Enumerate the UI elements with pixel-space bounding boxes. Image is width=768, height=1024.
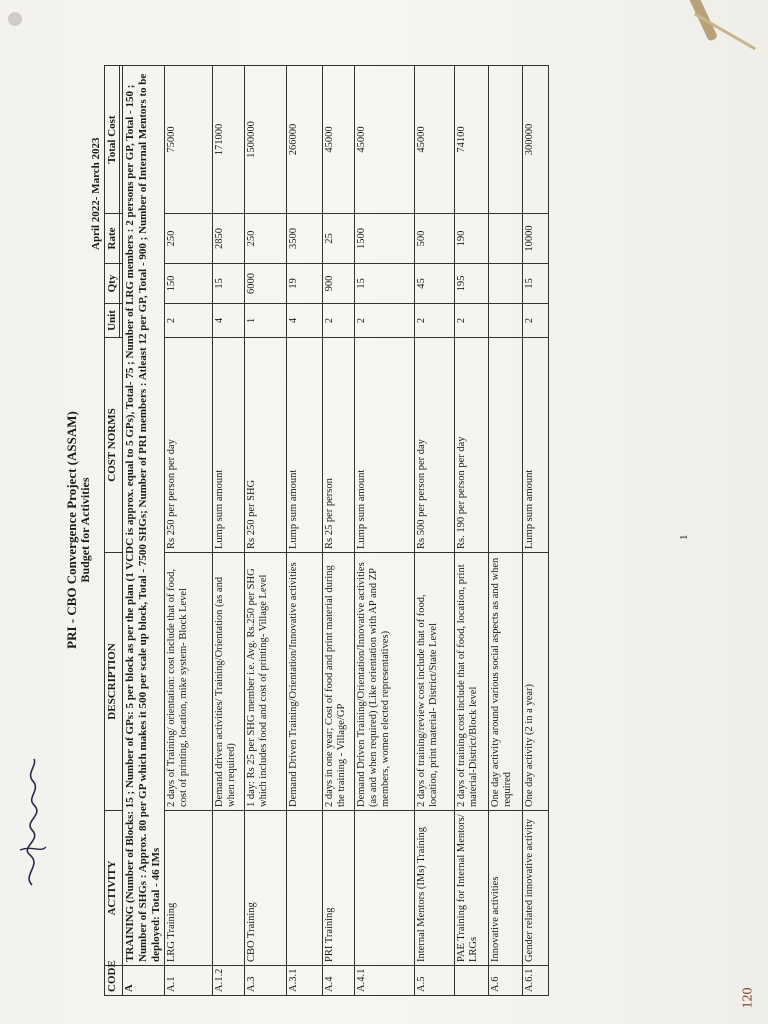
row-unit: 2 xyxy=(415,304,455,338)
row-cost-norms: Rs. 190 per person per day xyxy=(455,338,489,553)
row-qty: 45 xyxy=(415,264,455,304)
row-total: 266000 xyxy=(287,66,323,214)
budget-period: April 2022- March 2023 xyxy=(90,137,102,250)
row-cost-norms: Rs 500 per person per day xyxy=(415,338,455,553)
row-code: A.4 xyxy=(323,966,355,996)
row-cost-norms: Rs 25 per person xyxy=(323,338,355,553)
row-total: 74100 xyxy=(455,66,489,214)
row-activity: PRI Training xyxy=(323,811,355,966)
document-title: PRI - CBO Convergence Project (ASSAM) xyxy=(64,411,79,649)
row-description: One day activity (2 in a year) xyxy=(523,553,549,811)
section-row xyxy=(123,66,165,996)
row-unit: 4 xyxy=(287,304,323,338)
row-rate: 190 xyxy=(455,214,489,264)
row-qty: 15 xyxy=(355,264,415,304)
row-code: A.1 xyxy=(165,966,213,996)
row-unit: 1 xyxy=(245,304,287,338)
col-description: DESCRIPTION xyxy=(105,553,123,811)
row-description: 2 days of training/review cost include that of food, location, print material- District/State Level xyxy=(415,553,455,811)
row-total: 171000 xyxy=(213,66,245,214)
row-unit: 2 xyxy=(323,304,355,338)
row-qty: 195 xyxy=(455,264,489,304)
row-code: A.4.1 xyxy=(355,966,415,996)
table-row xyxy=(165,66,213,996)
table-row xyxy=(287,66,323,996)
row-description: 2 days of training cost include that of food, location, print material-District/Block level xyxy=(455,553,489,811)
row-unit: 2 xyxy=(165,304,213,338)
row-unit: 2 xyxy=(455,304,489,338)
table-header-row xyxy=(105,66,120,996)
row-cost-norms: Rs 250 per SHG xyxy=(245,338,287,553)
row-rate: 250 xyxy=(165,214,213,264)
row-qty: 15 xyxy=(213,264,245,304)
row-rate: 3500 xyxy=(287,214,323,264)
row-rate: 10000 xyxy=(523,214,549,264)
row-total xyxy=(489,66,523,214)
table-row xyxy=(323,66,355,996)
row-total: 1500000 xyxy=(245,66,287,214)
row-unit: 4 xyxy=(213,304,245,338)
section-code: A xyxy=(123,966,165,996)
row-activity xyxy=(213,811,245,966)
row-description: 2 days of Training/ orientation: cost include that of food, cost of printing, location, mike system- Block Level xyxy=(165,553,213,811)
row-rate: 25 xyxy=(323,214,355,264)
col-qty: Qty xyxy=(105,264,120,304)
col-cost-norms: COST NORMS xyxy=(105,338,123,553)
table-row xyxy=(455,66,489,996)
col-code: CODE xyxy=(105,966,123,996)
row-description: Demand Driven Training/Orientation/Innovative activities xyxy=(287,553,323,811)
row-total: 45000 xyxy=(355,66,415,214)
row-total: 45000 xyxy=(323,66,355,214)
row-description: Demand Driven Training/Orientation/Innovative activities (as and when required) (Like orientation with AP and ZP members, women elected representatives) xyxy=(355,553,415,811)
row-code: A.3.1 xyxy=(287,966,323,996)
table-row xyxy=(355,66,415,996)
row-qty: 900 xyxy=(323,264,355,304)
col-activity: ACTIVITY xyxy=(105,811,123,966)
row-qty: 19 xyxy=(287,264,323,304)
row-total: 75000 xyxy=(165,66,213,214)
row-rate: 500 xyxy=(415,214,455,264)
row-cost-norms: Rs 250 per person per day xyxy=(165,338,213,553)
table-row xyxy=(213,66,245,996)
row-qty: 15 xyxy=(523,264,549,304)
row-code: A.6 xyxy=(489,966,523,996)
row-rate: 2850 xyxy=(213,214,245,264)
row-activity: Gender related innovative activity xyxy=(523,811,549,966)
row-cost-norms: Lump sum amount xyxy=(523,338,549,553)
row-description: 2 days in one year; Cost of food and print material during the training - Village/GP xyxy=(323,553,355,811)
col-unit: Unit xyxy=(105,304,120,338)
row-description: Demand driven activities/ Training/Orientation (as and when required) xyxy=(213,553,245,811)
page-number: 1 xyxy=(678,534,690,540)
row-cost-norms: Lump sum amount xyxy=(287,338,323,553)
row-description: One day activity around various social aspects as and when required xyxy=(489,553,523,811)
punch-hole xyxy=(8,12,22,26)
row-activity: LRG Training xyxy=(165,811,213,966)
budget-table xyxy=(104,65,549,996)
row-activity xyxy=(355,811,415,966)
folio-stamp: 120 xyxy=(740,987,756,1009)
row-unit: 2 xyxy=(523,304,549,338)
row-total: 300000 xyxy=(523,66,549,214)
document-subtitle: Budget for Activities xyxy=(78,477,92,583)
row-rate xyxy=(489,214,523,264)
row-activity xyxy=(287,811,323,966)
row-qty: 6000 xyxy=(245,264,287,304)
row-qty: 150 xyxy=(165,264,213,304)
row-description: 1 day: Rs 25 per SHG member i.e. Avg. Rs.250 per SHG which includes food and cost of printing- Village Level xyxy=(245,553,287,811)
row-code: A.1.2 xyxy=(213,966,245,996)
row-cost-norms xyxy=(489,338,523,553)
table-row xyxy=(523,66,549,996)
row-activity: CBO Training xyxy=(245,811,287,966)
row-unit xyxy=(489,304,523,338)
section-description: TRAINING (Number of Blocks: 15 ; Number of GPs: 5 per block as per the plan (1 VCDC is approx. equal to 5 GPs), Total- 75 ; Number of LRG members : 2 persons per GP, Total - 150 ; Number of SHGs : Approx. 80 per GP which makes it 500 per scale up block, Total - 7500 SHGs; Number of PRI members : Atleast 12 per GP, Total - 900 ; Number of Internal Mentors to be deployed: Total - 46 IMs xyxy=(123,66,165,966)
row-unit: 2 xyxy=(355,304,415,338)
row-code: A.3 xyxy=(245,966,287,996)
row-rate: 250 xyxy=(245,214,287,264)
signature-scribble-icon xyxy=(12,755,52,890)
row-activity: Innovative activities xyxy=(489,811,523,966)
table-row xyxy=(415,66,455,996)
row-rate: 1500 xyxy=(355,214,415,264)
row-qty xyxy=(489,264,523,304)
table-row xyxy=(489,66,523,996)
row-activity: PAE Training for Internal Mentors/ LRGs xyxy=(455,811,489,966)
col-total: Total Cost xyxy=(105,66,120,214)
row-activity: Internal Mentors (IMs) Training xyxy=(415,811,455,966)
row-cost-norms: Lump sum amount xyxy=(213,338,245,553)
budget-sheet xyxy=(64,50,712,1010)
row-code xyxy=(455,966,489,996)
row-cost-norms: Lump sum amount xyxy=(355,338,415,553)
row-code: A.5 xyxy=(415,966,455,996)
row-total: 45000 xyxy=(415,66,455,214)
col-rate: Rate xyxy=(105,214,120,264)
table-row xyxy=(245,66,287,996)
row-code: A.6.1 xyxy=(523,966,549,996)
